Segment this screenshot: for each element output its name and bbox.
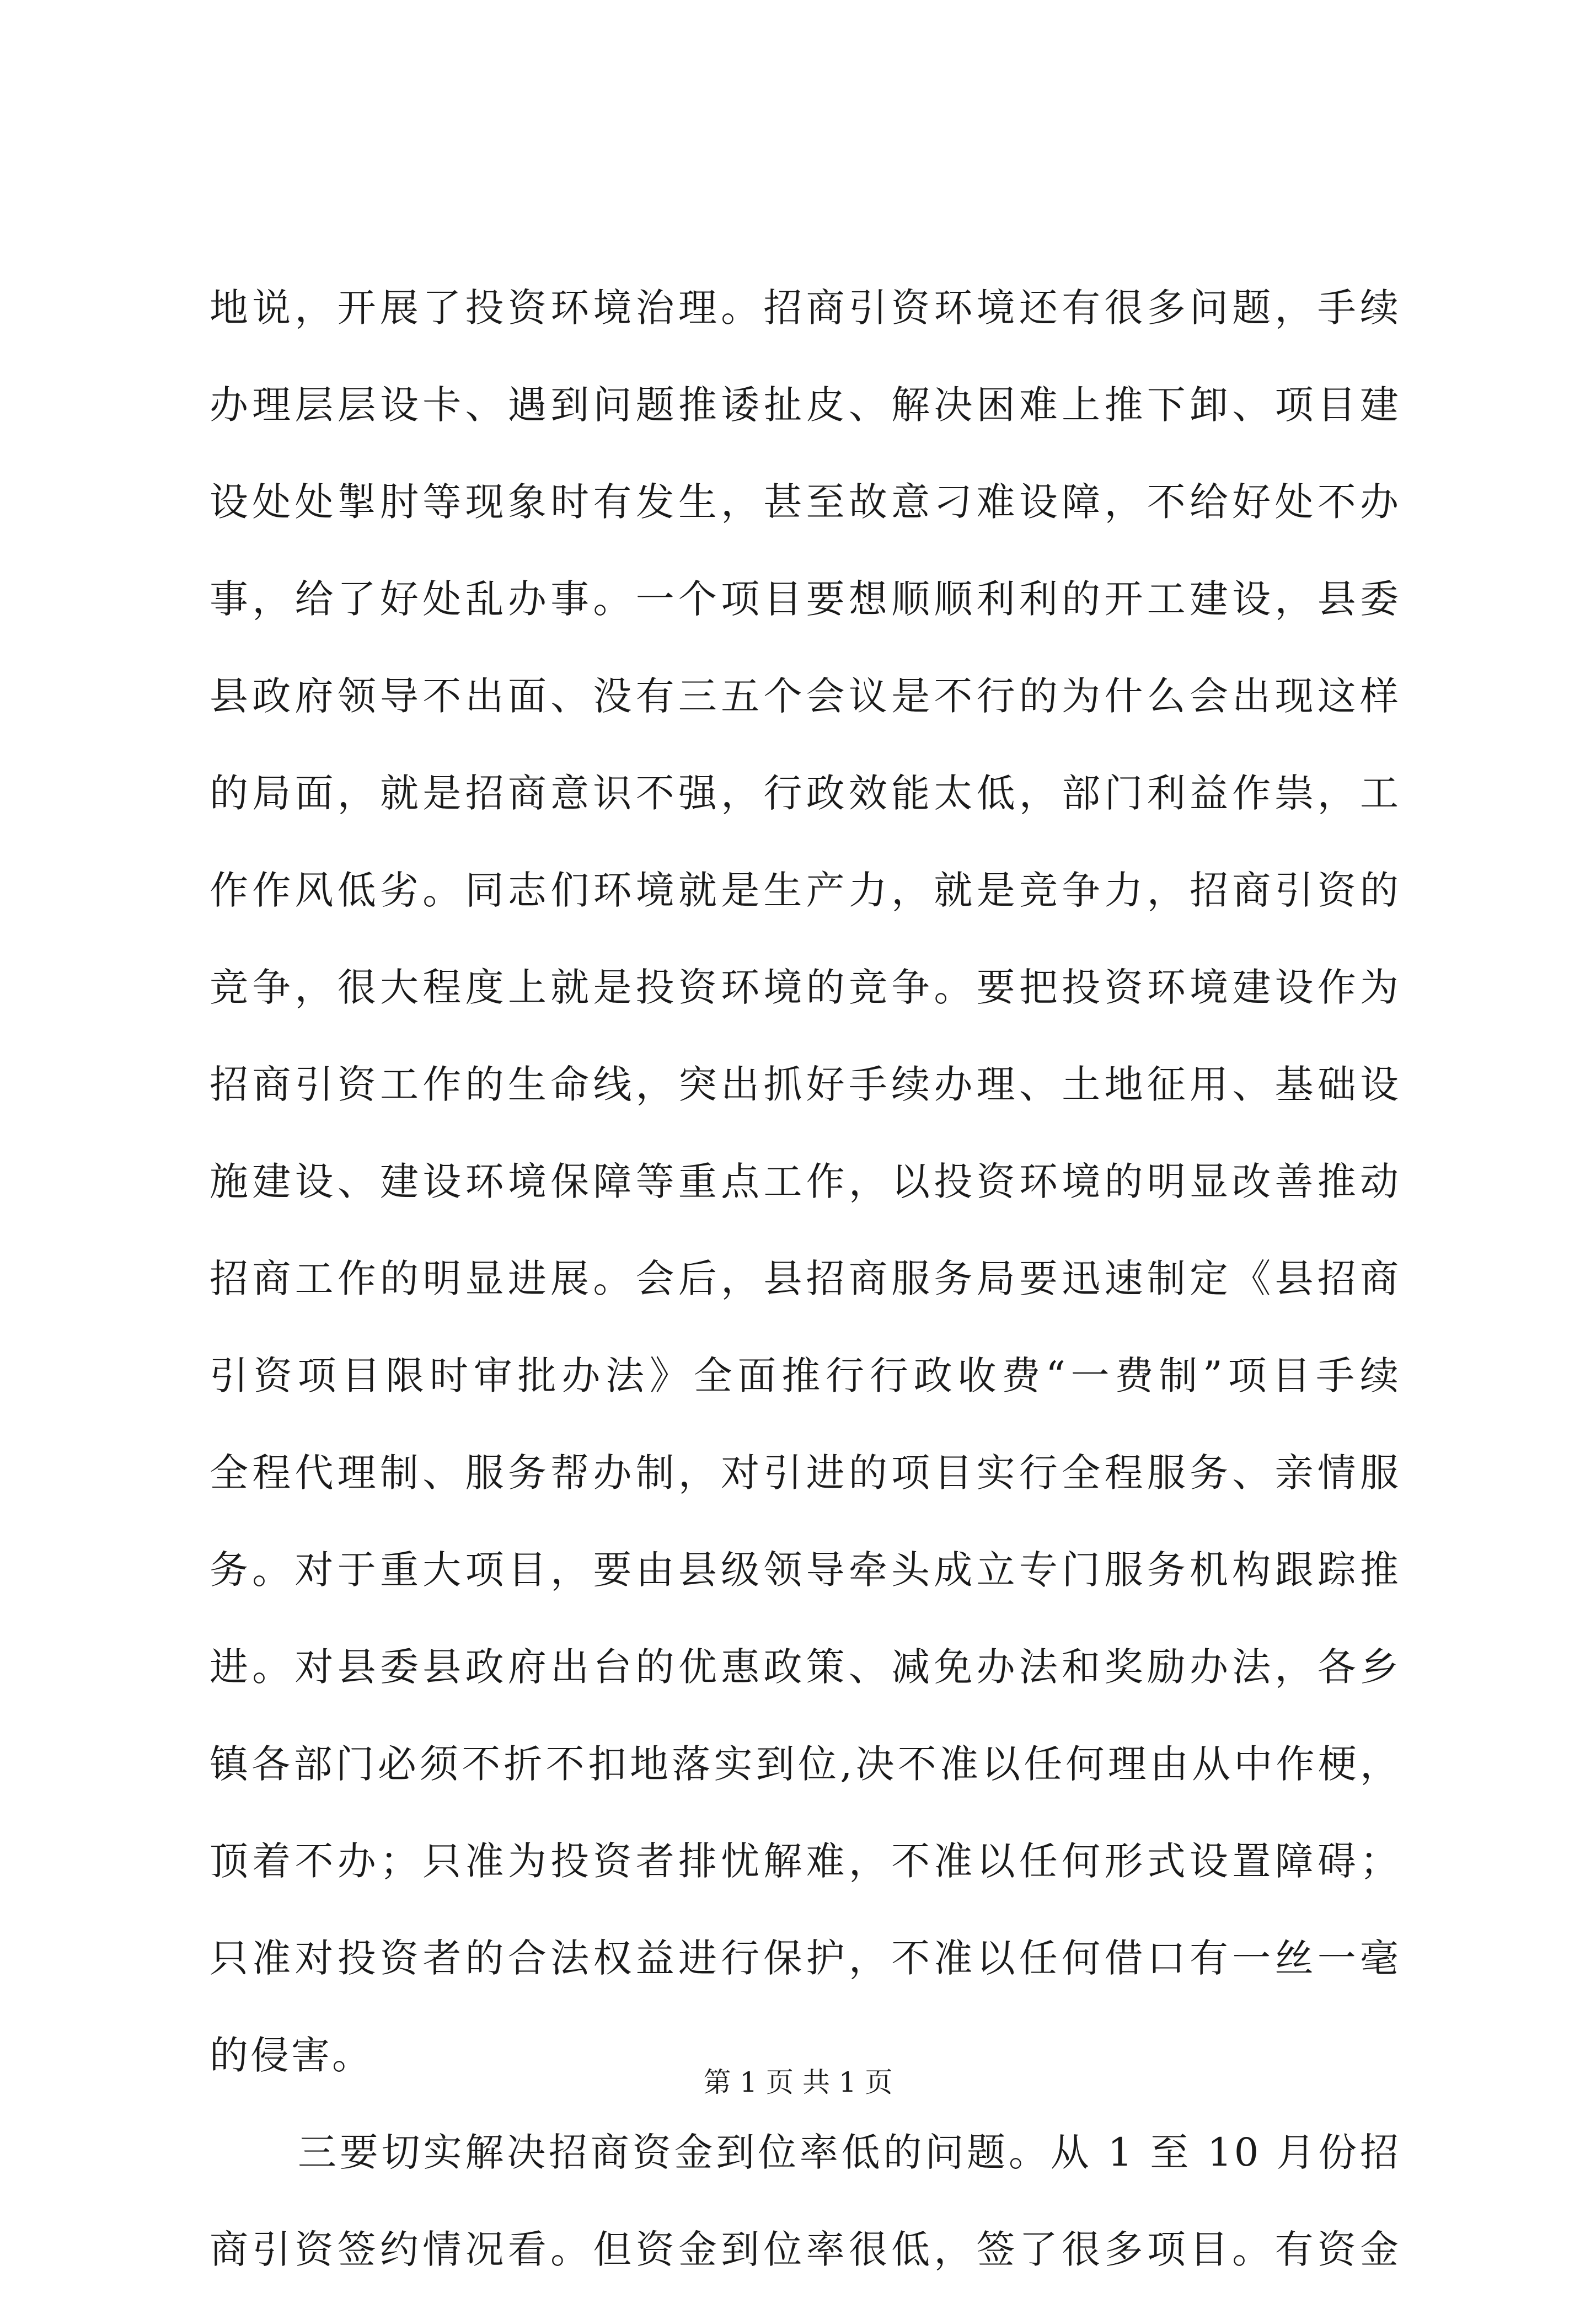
paragraph-line: 镇各部门必须不折不扣地落实到位,决不准以任何理由从中作梗， [210, 1741, 1401, 1787]
paragraph-line: 引资项目限时审批办法》全面推行行政收费“一费制”项目手续 [210, 1353, 1401, 1398]
paragraph-line: 县政府领导不出面、没有三五个会议是不行的为什么会出现这样 [210, 674, 1401, 719]
paragraph-line: 招商工作的明显进展。会后，县招商服务局要迅速制定《县招商 [210, 1256, 1401, 1301]
paragraph-line: 作作风低劣。同志们环境就是生产力，就是竞争力，招商引资的 [210, 868, 1401, 913]
paragraph-line: 顶着不办；只准为投资者排忧解难，不准以任何形式设置障碍； [210, 1839, 1401, 1884]
paragraph-line: 办理层层设卡、遇到问题推诿扯皮、解决困难上推下卸、项目建 [210, 382, 1401, 427]
paragraph-line: 事，给了好处乱办事。一个项目要想顺顺利利的开工建设，县委 [210, 576, 1401, 622]
body-text [210, 259, 1401, 2298]
paragraph-line: 商引资签约情况看。但资金到位率很低，签了很多项目。有资金 [210, 2227, 1401, 2272]
paragraph-line: 全程代理制、服务帮办制，对引进的项目实行全程服务、亲情服 [210, 1450, 1401, 1495]
paragraph-line: 的局面，就是招商意识不强，行政效能太低，部门利益作祟，工 [210, 771, 1401, 816]
paragraph-line: 只准对投资者的合法权益进行保护，不准以任何借口有一丝一毫 [210, 1936, 1401, 1981]
paragraph-line: 竞争，很大程度上就是投资环境的竞争。要把投资环境建设作为 [210, 965, 1401, 1010]
paragraph-line: 招商引资工作的生命线，突出抓好手续办理、土地征用、基础设 [210, 1062, 1401, 1107]
page-footer [0, 2066, 1596, 2099]
paragraph-line: 三要切实解决招商资金到位率低的问题。从 1 至 10 月份招 [298, 2130, 1401, 2175]
paragraph-line: 施建设、建设环境保障等重点工作，以投资环境的明显改善推动 [210, 1159, 1401, 1204]
page-number-label: 第 1 页 共 1 页 [703, 2066, 893, 2098]
paragraph-line: 的侵害。 [210, 2033, 373, 2078]
paragraph-line: 设处处掣肘等现象时有发生，甚至故意刁难设障，不给好处不办 [210, 479, 1401, 525]
paragraph-line: 地说，开展了投资环境治理。招商引资环境还有很多问题，手续 [210, 285, 1401, 330]
paragraph-line: 务。对于重大项目，要由县级领导牵头成立专门服务机构跟踪推 [210, 1547, 1401, 1592]
paragraph-line: 进。对县委县政府出台的优惠政策、减免办法和奖励办法，各乡 [210, 1644, 1401, 1690]
